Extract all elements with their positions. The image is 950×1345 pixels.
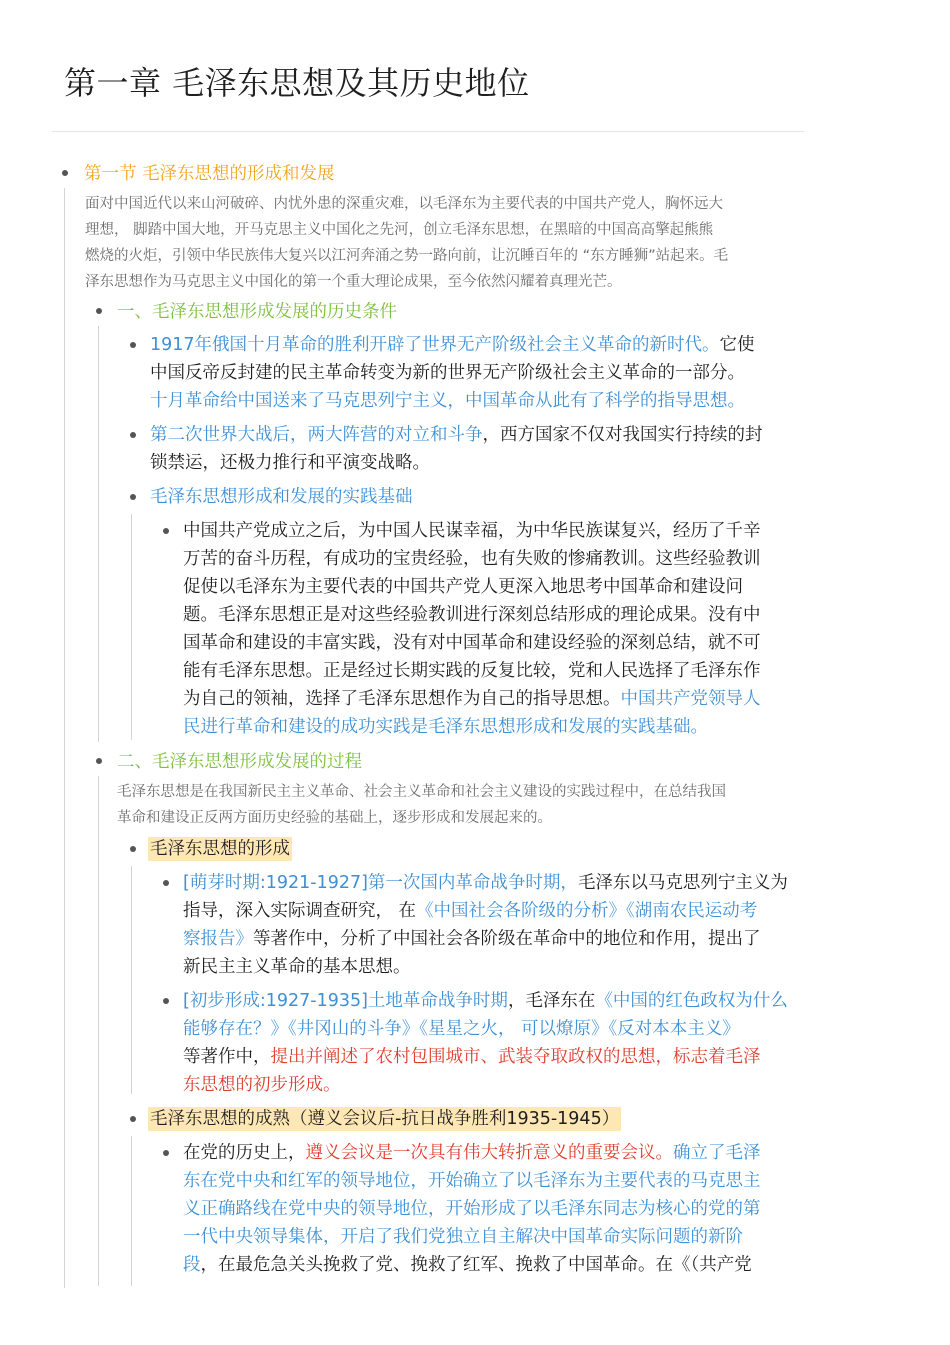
body-text: 指导，深入实际调查研究， 在 bbox=[183, 901, 417, 921]
bullet-icon bbox=[163, 1150, 169, 1156]
bullet-icon bbox=[163, 528, 169, 534]
section-intro-line: 面对中国近代以来山河破碎、内忧外患的深重灾难，以毛泽东为主要代表的中国共产党人，胸怀远大 bbox=[85, 196, 723, 212]
paragraph-line: 中国共产党成立之后，为中国人民谋幸福，为中华民族谋复兴，经历了千辛 bbox=[183, 521, 761, 541]
highlight-text: 1917年俄国十月革命的胜利开辟了世界无产阶级社会主义革命的新时代。 bbox=[150, 335, 720, 355]
paragraph-line: 国革命和建设的丰富实践，没有对中国革命和建设经验的深刻总结，就不可 bbox=[183, 633, 761, 653]
body-text: ，在最危急关头挽救了党、挽救了红军、挽救了中国革命。在《（共产党 bbox=[200, 1255, 752, 1275]
emphasis-text: 遵义会议是一次具有伟大转折意义的重要会议。 bbox=[305, 1143, 673, 1163]
list-item-line bbox=[183, 925, 761, 953]
list-item-heading bbox=[148, 1105, 621, 1130]
bullet-icon bbox=[130, 342, 136, 348]
list-item-line bbox=[183, 1251, 752, 1279]
bullet-icon bbox=[163, 880, 169, 886]
highlight-text: 中国共产党领导人 bbox=[620, 689, 761, 709]
subsection-intro-line: 毛泽东思想是在我国新民主主义革命、社会主义革命和社会主义建设的实践过程中，在总结我国 bbox=[117, 784, 726, 800]
list-item-line: 东思想的初步形成。 bbox=[183, 1075, 341, 1095]
highlight-text: 《中国的红色政权为什么 bbox=[595, 991, 788, 1011]
paragraph-line bbox=[183, 685, 761, 713]
body-text: 在党的历史上， bbox=[183, 1143, 306, 1163]
bullet-icon bbox=[62, 170, 68, 176]
body-text: 为自己的领袖，选择了毛泽东思想作为自己的指导思想。 bbox=[183, 689, 621, 709]
body-text: ，毛泽东在 bbox=[507, 991, 596, 1011]
body-text: ，西方国家不仅对我国实行持续的封 bbox=[482, 425, 763, 445]
list-item-line: 新民主主义革命的基本思想。 bbox=[183, 957, 411, 977]
list-item-line bbox=[183, 1139, 761, 1167]
list-item-line: 中国反帝反封建的民主革命转变为新的世界无产阶级社会主义革命的一部分。 bbox=[150, 363, 745, 383]
list-item-line: 十月革命给中国送来了马克思列宁主义，中国革命从此有了科学的指导思想。 bbox=[150, 391, 745, 411]
page-title: 第一章 毛泽东思想及其历史地位 bbox=[64, 64, 530, 102]
indent-guide bbox=[98, 776, 99, 1286]
list-item-line: 能够存在？》《井冈山的斗争》《星星之火， 可以燎原》《反对本本主义》 bbox=[183, 1019, 740, 1039]
section-intro-line: 燃烧的火炬，引领中华民族伟大复兴以江河奔涌之势一路向前，让沉睡百年的 “东方睡狮”站起来。毛 bbox=[85, 248, 729, 264]
highlighted-heading: 毛泽东思想的形成 bbox=[150, 839, 290, 859]
indent-guide bbox=[131, 514, 132, 740]
list-item-line bbox=[150, 331, 755, 359]
bullet-icon bbox=[163, 998, 169, 1004]
list-item-heading: 毛泽东思想形成和发展的实践基础 bbox=[150, 487, 413, 507]
highlight-text: 确立了毛泽 bbox=[673, 1143, 761, 1163]
body-text: 毛泽东以马克思列宁主义为 bbox=[577, 873, 788, 893]
subsection-intro-line: 革命和建设正反两方面历史经验的基础上，逐步形成和发展起来的。 bbox=[117, 810, 552, 826]
bullet-icon bbox=[130, 432, 136, 438]
body-text: 等著作中，分析了中国社会各阶级在革命中的地位和作用，提出了 bbox=[253, 929, 761, 949]
list-item-heading bbox=[148, 835, 292, 860]
section-heading: 第一节 毛泽东思想的形成和发展 bbox=[84, 164, 335, 184]
bullet-icon bbox=[96, 758, 102, 764]
list-item-line: 锁禁运，还极力推行和平演变战略。 bbox=[150, 453, 430, 473]
indent-guide bbox=[131, 1136, 132, 1286]
highlight-text: [萌芽时期:1921-1927]第一次国内革命战争时期， bbox=[183, 873, 578, 893]
highlight-text: [初步形成:1927-1935]土地革命战争时期 bbox=[183, 991, 508, 1011]
paragraph-line: 促使以毛泽东为主要代表的中国共产党人更深入地思考中国革命和建设问 bbox=[183, 577, 743, 597]
highlight-text: 第二次世界大战后，两大阵营的对立和斗争 bbox=[150, 425, 483, 445]
bullet-icon bbox=[130, 1116, 136, 1122]
highlight-text: 察报告》 bbox=[183, 929, 253, 949]
paragraph-line: 民进行革命和建设的成功实践是毛泽东思想形成和发展的实践基础。 bbox=[183, 717, 708, 737]
paragraph-line: 题。毛泽东思想正是对这些经验教训进行深刻总结形成的理论成果。没有中 bbox=[183, 605, 761, 625]
bullet-icon bbox=[130, 846, 136, 852]
list-item-line: 东在党中央和红军的领导地位，开始确立了以毛泽东为主要代表的马克思主 bbox=[183, 1171, 761, 1191]
title-divider bbox=[52, 131, 804, 132]
paragraph-line: 能有毛泽东思想。正是经过长期实践的反复比较，党和人民选择了毛泽东作 bbox=[183, 661, 761, 681]
highlight-text: 段 bbox=[183, 1255, 201, 1275]
body-text: 它使 bbox=[719, 335, 755, 355]
body-text: 等著作中， bbox=[183, 1047, 271, 1067]
list-item-line bbox=[183, 869, 788, 897]
section-intro-line: 理想， 脚踏中国大地，开马克思主义中国化之先河，创立毛泽东思想，在黑暗的中国高高擎起熊熊 bbox=[85, 222, 714, 238]
paragraph-line: 万苦的奋斗历程，有成功的宝贵经验，也有失败的惨痛教训。这些经验教训 bbox=[183, 549, 761, 569]
highlighted-heading: 毛泽东思想的成熟（遵义会议后-抗日战争胜利1935-1945） bbox=[150, 1109, 620, 1129]
list-item-line bbox=[183, 1043, 761, 1071]
indent-guide bbox=[131, 866, 132, 1094]
subsection-heading: 一、毛泽东思想形成发展的历史条件 bbox=[117, 302, 397, 322]
list-item-line bbox=[150, 421, 763, 449]
emphasis-text: 提出并阐述了农村包围城市、武装夺取政权的思想，标志着毛泽 bbox=[270, 1047, 761, 1067]
bullet-icon bbox=[96, 308, 102, 314]
section-intro-line: 泽东思想作为马克思主义中国化的第一个重大理论成果，至今依然闪耀着真理光芒。 bbox=[85, 274, 622, 290]
highlight-text: 《中国社会各阶级的分析》《湖南农民运动考 bbox=[416, 901, 758, 921]
indent-guide bbox=[98, 326, 99, 742]
list-item-line: 一代中央领导集体，开启了我们党独立自主解决中国革命实际问题的新阶 bbox=[183, 1227, 743, 1247]
bullet-icon bbox=[130, 494, 136, 500]
indent-guide bbox=[64, 188, 65, 1288]
list-item-line bbox=[183, 897, 757, 925]
subsection-heading: 二、毛泽东思想形成发展的过程 bbox=[117, 752, 362, 772]
list-item-line bbox=[183, 987, 788, 1015]
list-item-line: 义正确路线在党中央的领导地位，开始形成了以毛泽东同志为核心的党的第 bbox=[183, 1199, 761, 1219]
